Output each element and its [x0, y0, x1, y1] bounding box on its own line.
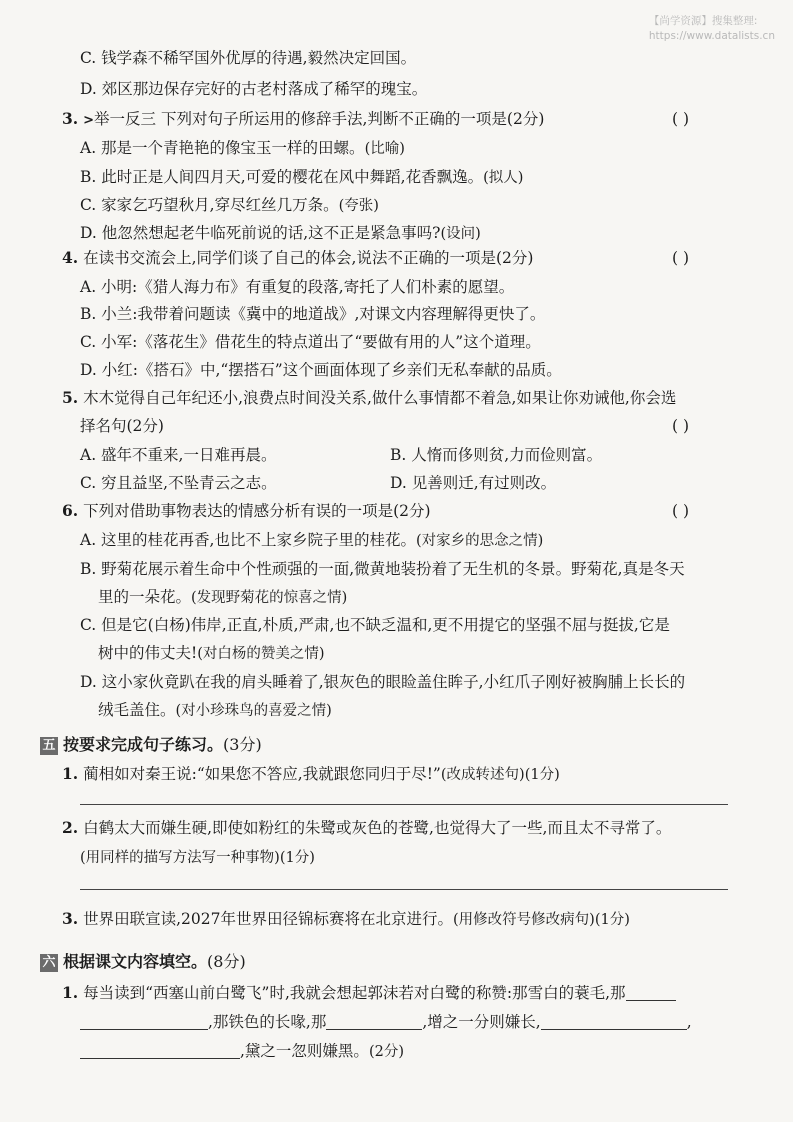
q6-option-a-text: A. 这里的桂花再香,也比不上家乡院子里的桂花。 — [80, 531, 416, 549]
q5-option-c: C. 穷且益坚,不坠青云之志。 — [80, 474, 277, 492]
q3-option-a-text: A. 那是一个青艳艳的像宝玉一样的田螺。 — [80, 139, 365, 157]
watermark — [649, 14, 775, 44]
q6-option-c-note: (对白杨的赞美之情) — [197, 646, 325, 662]
q3-option-d — [80, 222, 481, 245]
q3-option-b-note: (拟人) — [483, 170, 524, 186]
q3-option-b — [80, 166, 523, 189]
q6-option-b-line2 — [98, 586, 347, 609]
s6-q1-line2 — [80, 1011, 692, 1033]
q6-option-c-text: 树中的伟丈夫! — [98, 644, 198, 662]
s6-q1-text-2: ,那铁色的长喙,那 — [208, 1013, 327, 1031]
q6-option-c-line2 — [98, 642, 325, 665]
s5-q2-note: (用同样的描写方法写一种事物) — [80, 850, 280, 866]
q6-option-d-text: 绒毛盖住。 — [98, 701, 176, 719]
q2-option-c: C. 钱学森不稀罕国外优厚的待遇,毅然决定回国。 — [80, 49, 417, 67]
s6-q1-score: (2分) — [368, 1044, 404, 1060]
section-6-header — [40, 951, 246, 973]
q3-tag: 举一反三 — [94, 110, 157, 128]
q5-stem — [62, 387, 676, 409]
s5-q3-text: 世界田联宣读,2027年世界田径锦标赛将在北京进行。 — [83, 910, 453, 928]
s6-q1-text-5: ,黛之一忽则嫌黑。 — [240, 1042, 369, 1060]
q3-text: 下列对句子所运用的修辞手法,判断不正确的一项是(2分) — [160, 110, 545, 128]
s6-q1-text-1: 每当读到“西塞山前白鹭飞”时,我就会想起郭沫若对白鹭的称赞:那雪白的蓑毛,那 — [83, 984, 626, 1002]
s5-q3 — [62, 908, 630, 931]
q4-number: 4. — [62, 248, 79, 267]
s6-q1-blank-2[interactable] — [80, 1013, 208, 1030]
s6-q1-blank-4[interactable] — [541, 1013, 687, 1030]
s6-q1-blank-1[interactable] — [626, 984, 676, 1001]
q3-option-a-note: (比喻) — [364, 141, 405, 157]
q6-option-b-line1: B. 野菊花展示着生命中个性顽强的一面,微黄地装扮着了无生机的冬景。野菊花,真是冬天 — [80, 560, 685, 578]
q6-option-d-line1: D. 这小家伙竟趴在我的肩头睡着了,银灰色的眼睑盖住眸子,小红爪子刚好被胸脯上长长的 — [80, 673, 686, 691]
s5-q2-requirement — [80, 846, 315, 869]
s5-q1-note: (改成转述句) — [440, 767, 525, 783]
s6-q1-line3 — [80, 1040, 404, 1063]
section-5-header — [40, 734, 262, 756]
q6-answer-paren[interactable]: ( ) — [672, 502, 690, 520]
s5-q1-number: 1. — [62, 764, 79, 783]
q4-option-a: A. 小明:《猎人海力布》有重复的段落,寄托了人们朴素的愿望。 — [80, 278, 515, 296]
q6-option-d-line2 — [98, 699, 332, 722]
s5-q1-answer-line[interactable] — [80, 804, 728, 805]
q5-answer-paren[interactable]: ( ) — [672, 417, 690, 435]
s5-q3-number: 3. — [62, 909, 79, 928]
q6-option-d-note: (对小珍珠鸟的喜爱之情) — [175, 703, 332, 719]
q3-option-d-note: (设问) — [440, 226, 481, 242]
s5-q2-score: (1分) — [279, 850, 315, 866]
q3-number: 3. — [62, 109, 79, 128]
s5-q3-note: (用修改符号修改病句) — [453, 912, 595, 928]
s6-q1-number: 1. — [62, 983, 79, 1002]
q5-option-a: A. 盛年不重来,一日难再晨。 — [80, 446, 277, 464]
s6-q1-text-3: ,增之一分则嫌长, — [422, 1013, 541, 1031]
q3-option-c-text: C. 家家乞巧望秋月,穿尽红丝几万条。 — [80, 196, 339, 214]
q3-option-c — [80, 194, 379, 217]
q4-option-d: D. 小红:《搭石》中,“摆搭石”这个画面体现了乡亲们无私奉献的品质。 — [80, 361, 562, 379]
s5-q3-score: (1分) — [594, 912, 630, 928]
q6-option-c-line1: C. 但是它(白杨)伟岸,正直,朴质,严肃,也不缺乏温和,更不用提它的坚强不屈与挺拔,它是 — [80, 616, 670, 634]
q6-text: 下列对借助事物表达的情感分析有误的一项是(2分) — [83, 502, 431, 520]
s6-q1-line1 — [62, 982, 676, 1004]
section-5-badge: 五 — [40, 737, 58, 755]
s5-q2 — [62, 817, 671, 839]
q5-option-d: D. 见善则迁,有过则改。 — [390, 474, 557, 492]
q6-option-b-note: (发现野菊花的惊喜之情) — [191, 590, 348, 606]
q6-option-a — [80, 529, 543, 552]
q5-text-line1: 木木觉得自己年纪还小,浪费点时间没关系,做什么事情都不着急,如果让你劝诫他,你会选 — [83, 389, 677, 407]
q3-option-c-note: (夸张) — [338, 198, 379, 214]
q3-stem — [62, 108, 544, 132]
q5-text-line2: 择名句(2分) — [80, 417, 164, 435]
s6-q1-blank-5[interactable] — [80, 1042, 240, 1059]
q5-number: 5. — [62, 388, 79, 407]
q6-number: 6. — [62, 501, 79, 520]
q3-option-b-text: B. 此时正是人间四月天,可爱的樱花在风中舞蹈,花香飘逸。 — [80, 168, 484, 186]
q3-answer-paren[interactable]: ( ) — [672, 110, 690, 128]
section-6-title: 根据课文内容填空。 — [63, 952, 208, 971]
q2-option-d: D. 郊区那边保存完好的古老村落成了稀罕的瑰宝。 — [80, 80, 428, 98]
s5-q1 — [62, 763, 560, 786]
s6-q1-blank-3[interactable] — [326, 1013, 422, 1030]
q5-option-b: B. 人惰而侈则贫,力而俭则富。 — [390, 446, 603, 464]
s5-q1-score: (1分) — [524, 767, 560, 783]
section-6-badge: 六 — [40, 954, 58, 972]
q6-stem — [62, 500, 431, 522]
q3-option-d-text: D. 他忽然想起老牛临死前说的话,这不正是紧急事吗? — [80, 224, 441, 242]
q3-option-a — [80, 137, 405, 160]
s5-q2-text: 白鹤太大而嫌生硬,即使如粉红的朱鹭或灰色的苍鹭,也觉得大了一些,而且太不寻常了。 — [83, 819, 672, 837]
section-6-score: (8分) — [207, 952, 246, 971]
q4-option-b: B. 小兰:我带着问题读《冀中的地道战》,对课文内容理解得更快了。 — [80, 305, 546, 323]
section-5-score: (3分) — [223, 735, 262, 754]
q6-option-b-text: 里的一朵花。 — [98, 588, 192, 606]
section-5-title: 按要求完成句子练习。 — [63, 735, 224, 754]
watermark-title: 【尚学资源】搜集整理: — [648, 15, 758, 27]
q4-stem — [62, 247, 533, 269]
s6-q1-text-4: , — [686, 1013, 692, 1031]
q4-text: 在读书交流会上,同学们谈了自己的体会,说法不正确的一项是(2分) — [83, 249, 534, 267]
q4-option-c: C. 小军:《落花生》借花生的特点道出了“要做有用的人”这个道理。 — [80, 333, 541, 351]
q6-option-a-note: (对家乡的思念之情) — [415, 533, 544, 549]
watermark-url: https://www.datalists.cn — [648, 30, 775, 42]
q4-answer-paren[interactable]: ( ) — [672, 249, 690, 267]
arrow-icon: > — [83, 113, 95, 128]
s5-q2-answer-line[interactable] — [80, 889, 728, 890]
s5-q1-text: 蔺相如对秦王说:“如果您不答应,我就跟您同归于尽!” — [83, 765, 441, 783]
s5-q2-number: 2. — [62, 818, 79, 837]
